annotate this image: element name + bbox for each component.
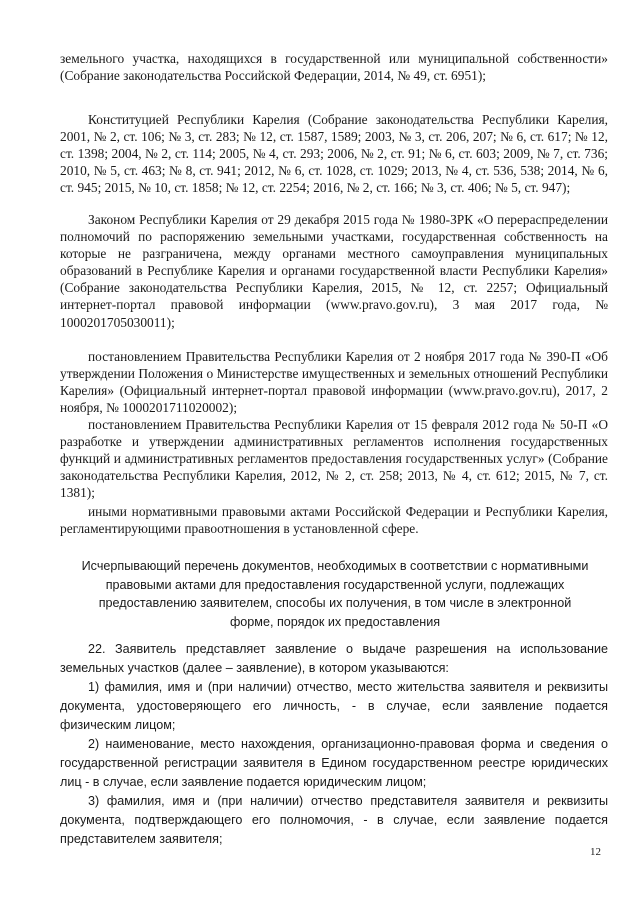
section-item-22: 22. Заявитель представляет заявление о выдаче разрешения на использование земельных участков (далее – заявление), в котором указываются: — [60, 642, 608, 675]
paragraph-constitution-karelia: Конституцией Республики Карелия (Собрание законодательства Республики Карелия, 2001, № 2, ст. 106; № 3, ст. 283; № 12, ст. 1587, 1589; 2003, № 3, ст. 206, 207; № 6, ст. 617; № 12, ст. 1398; 2004, № 2, ст. 114; 2005, № 4, ст. 293; 2006, № 2, ст. 91; № 6, ст. 603; 2009, № 7, ст. 736; 2010, № 5, ст. 463; № 8, ст. 941; 2012, № 6, ст. 1028, ст. 1029; 2013, № 4, ст. 536, 538; 2014, № 6, ст. 945; 2015, № 10, ст. 1858; № 12, ст. 2254; 2016, № 2, ст. 166; № 3, ст. 406; № 5, ст. 947); — [60, 112, 608, 196]
section-item-1: 1) фамилия, имя и (при наличии) отчество, место жительства заявителя и реквизиты документа, удостоверяющего его личность, - в случае, если заявление подается физическим лицом; — [60, 680, 608, 732]
section-item-3: 3) фамилия, имя и (при наличии) отчество представителя заявителя и реквизиты документа, подтверждающего его полномочия, - в случае, если заявление подается представителем заявителя; — [60, 794, 608, 846]
paragraph-other-acts: иными нормативными правовыми актами Российской Федерации и Республики Карелия, регламентирующими правоотношения в установленной сфере. — [60, 504, 608, 537]
paragraph-law-1980-zrk: Законом Республики Карелия от 29 декабря 2015 года № 1980-ЗРК «О перераспределении полномочий по распоряжению земельными участками, государственная собственность на которые не разграничена, между органами местного самоуправления муниципальных образований в Республике Карелия и органами государственной власти Республики Карелия» (Собрание законодательства Республики Карелия, 2015, № 12, ст. 2257; Официальный интернет-портал правовой информации (www.pravo.gov.ru), 3 мая 2017 года, № 1000201705030011); — [60, 212, 608, 330]
section-item-2: 2) наименование, место нахождения, организационно-правовая форма и сведения о государственной регистрации заявителя в Едином государственном реестре юридических лиц - в случае, если заявление подается юридическим лицом; — [60, 737, 608, 789]
paragraph-land-plot-reference: земельного участка, находящихся в государственной или муниципальной собственности» (Собрание законодательства Российской Федерации, 2014, № 49, ст. 6951); — [60, 51, 608, 84]
page-number: 12 — [590, 846, 601, 858]
paragraph-decree-390-p: постановлением Правительства Республики Карелия от 2 ноября 2017 года № 390-П «Об утверждении Положения о Министерстве имущественных и земельных отношений Республики Карелия» (Официальный интернет-портал правовой информации (www.pravo.gov.ru), 2017, 2 ноября, № 1000201711020002); — [60, 349, 608, 416]
paragraph-decree-50-p: постановлением Правительства Республики Карелия от 15 февраля 2012 года № 50-П «О разработке и утверждении административных регламентов исполнения государственных функций и административных регламентов предоставления государственных услуг» (Собрание законодательства Республики Карелия, 2012, № 2, ст. 258; 2013, № 4, ст. 612; 2015, № 7, ст. 1381); — [60, 417, 608, 501]
section-heading: Исчерпывающий перечень документов, необходимых в соответствии с нормативными правовыми актами для предоставления государственной услуги, подлежащих предоставлению заявителем, способы их получения, в том числе в электронной форме, порядок их предоставления — [81, 559, 589, 629]
